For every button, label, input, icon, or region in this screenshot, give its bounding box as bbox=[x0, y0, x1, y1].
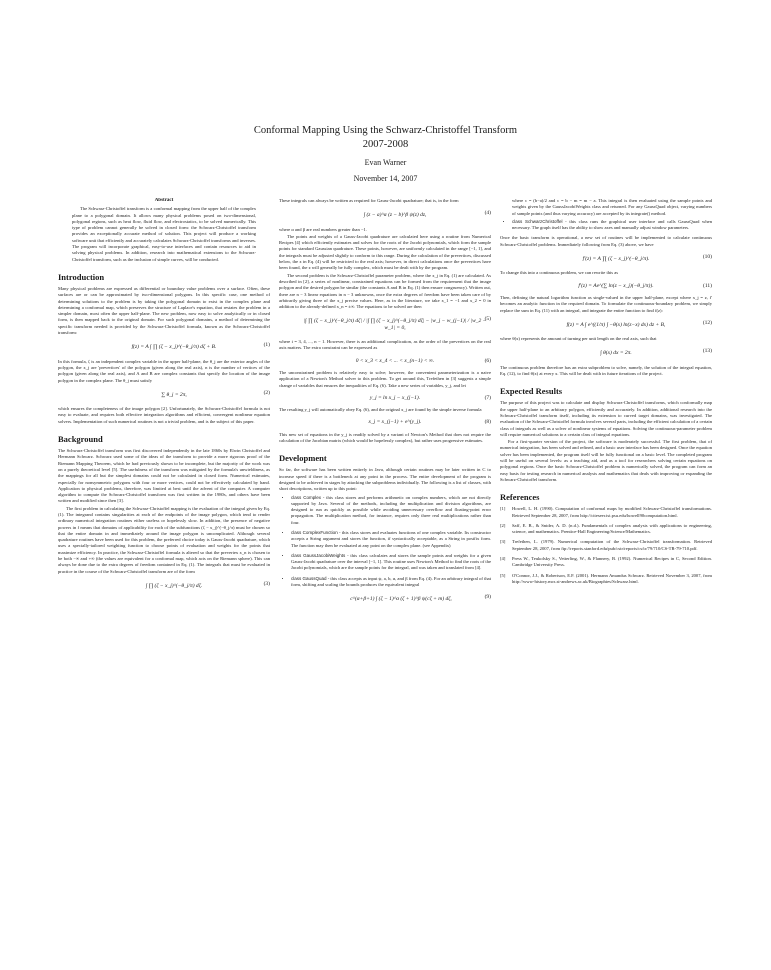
reference-number: [2] bbox=[500, 522, 506, 528]
equation-5-body: |∫ ∏ (ζ − x_j)^(−θ_j/π) dζ| / |∫ ∏ (ζ − x_j)^(−θ_j/π) dζ| − |w_j − w_(j−1)| / |w_2 − w_1| = 0, bbox=[303, 318, 487, 331]
development-heading: Development bbox=[279, 453, 327, 464]
equation-11-number: (11) bbox=[703, 282, 712, 289]
date: November 14, 2007 bbox=[353, 174, 418, 183]
list-item bbox=[291, 495, 491, 526]
expected-results-paragraph-2: For a first-quarter version of the project, the software is moderately successful. The first problem, that of numerical integration, has been solved and refined, and a basic user interface has been designed. Once the equation solver has been implemented, the program itself will be fully functional on a basic level. The completed program will be useful on several levels: as a teaching aid, and as a tool for researchers solving certain equations on polygonal regions. Once the basic Schwarz-Christoffel problem is numerically solved, the program can form an easy basis for testing research in numerical analysis and mathematics that deals with improving or expanding the Schwarz-Christoffel transform. bbox=[500, 439, 712, 482]
equation-8 bbox=[279, 417, 491, 427]
equation-2-number: (2) bbox=[263, 389, 270, 396]
reference-number: [5] bbox=[500, 572, 506, 578]
reference-item bbox=[500, 539, 712, 552]
intro-paragraph-2: In this formula, ζ is an independent complex variable in the upper half-plane, the θ_j are the exterior angles of the polygon, the x_j are 'prevertices' of the polygon (given along the real axis), n is the number of vertices of the polygon (given along the real axis), and A and B are complex constants that specify the location of the image polygon in the complex plane. The θ_j must satisfy bbox=[58, 358, 270, 383]
equation-3-number: (3) bbox=[263, 580, 270, 587]
col2-paragraph-5: where i = 3, 4, ..., n − 1. However, there is an additional complication, as the order of the prevertices on the real axis matters. The extra constraint can be expressed as bbox=[279, 339, 491, 351]
col2-paragraph-8: This new set of equations in the y_j is readily solved by a variant of Newton's Method that does not require the calculation of the Jacobian matrix (which would be hopelessly complex), but rather uses progressive estimates. bbox=[279, 431, 491, 444]
reference-text: Howell, L. H. (1990). Computation of conformal maps by modified Schwarz-Christoffel transformations. Retrieved September 28, 2007, from http://citeseer.ist.psu.edu/howell90computation.html. bbox=[512, 506, 712, 518]
equation-4 bbox=[279, 208, 491, 222]
equation-8-number: (8) bbox=[484, 419, 491, 426]
class-list-continued bbox=[500, 219, 712, 232]
paper-title bbox=[0, 124, 771, 152]
column-2 bbox=[279, 198, 491, 916]
equation-2 bbox=[58, 388, 270, 402]
background-paragraph-2: The first problem in calculating the Schwarz-Christoffel mapping is the evaluation of the integral given by Eq. (1). The integrand contains singularities at each of the endpoints of the image polygon, which tend to render ordinary numerical integration routines either useless or hopelessly slow. In addition, the presence of negative powers in f means that domains of applicability for each of the subfunctions (ζ − x_j)^(−θ_j/π) must be chosen so that the entire domain in and immediately around the image polygon is uncomplicated. Although several quadrature routines have been used for this problem, the preferred choice today is Gauss-Jacobi quadrature, which uses a specially-tailored weighting function to choose points of evaluation and weights for the points that maximize efficiency. In practice, the Schwarz-Christoffel formula is altered so that the prevertex x_n is chosen to be both −∞ and +∞ (the values are equivalent for a conformal map, which acts on the Riemann sphere). This can always be done due to the extra degrees of freedom contained in Eq. (1). The integrals that must be evaluated in practice in the course of the Schwarz-Christoffel transform are of the form bbox=[58, 505, 270, 574]
equation-10-number: (10) bbox=[702, 254, 712, 261]
equation-10-body: f'(z) = A ∏ (ζ − x_j)^(−θ_j/π). bbox=[582, 256, 650, 263]
equation-6-body: 0 < x_3 < x_4 < ... < x_(n−1) < ∞. bbox=[355, 357, 435, 364]
reference-number: [4] bbox=[500, 555, 506, 561]
reference-text: Press W., Teukolsky S., Vetterling, W., & Flannery, B. (1992). Numerical Recipes in C, Second Edition. Cambridge University Press. bbox=[512, 555, 712, 568]
equation-10 bbox=[500, 252, 712, 266]
equation-12 bbox=[500, 318, 712, 332]
class-description: - this class accepts as input ψ, a, b, α, and β from Eq. (4). For an arbitrary integral of that form, shifting and scaling the bounds produces the equivalent integral bbox=[291, 575, 491, 588]
equation-2-body: ∑ θ_j = 2π, bbox=[161, 391, 187, 398]
development-paragraph-1: So far, the software has been written entirely in Java, although certain routines may be later written in C to increase speed if there is a bottleneck at any point in the process. The entire development of the program is designed to be achieved in stages by attacking the subproblems individually. The following is a list of classes, with short descriptions, written up to this point: bbox=[279, 467, 491, 492]
background-heading: Background bbox=[58, 434, 103, 445]
equation-7 bbox=[279, 393, 491, 403]
list-item bbox=[512, 219, 712, 232]
list-item bbox=[291, 530, 491, 549]
equation-5-number: (5) bbox=[484, 316, 491, 323]
class-description: - this class stores and evaluates functions of one complex variable. Its constructor accepts a String argument and stores the function, if syntactically acceptable, as a String in postfix form. The function may then be evaluated at any point on the complex plane. (see Appendix) bbox=[291, 529, 491, 548]
equation-9-body: c^(α+β+1) ∫ (ζ − 1)^α (ζ + 1)^β ψ(cζ + m) dζ, bbox=[350, 596, 452, 603]
equation-9-number: (9) bbox=[484, 594, 491, 601]
equation-12-body: f(z) = A ∫ e^((1/π) ∫ −θ(x) ln(z−x) dx) dz + B, bbox=[566, 321, 666, 328]
equation-6-number: (6) bbox=[484, 357, 491, 364]
list-item bbox=[291, 576, 491, 607]
reference-number: [3] bbox=[500, 539, 506, 545]
equation-7-body: y_j = ln x_j − x_(j−1). bbox=[369, 394, 421, 401]
col2-paragraph-1: These integrals can always be written as required for Gauss-Jacobi quadrature; that is, in the form bbox=[279, 198, 459, 203]
equation-1-number: (1) bbox=[263, 342, 270, 349]
col3-paragraph-6: The continuous problem therefore has an extra subproblem to solve, namely, the solution of the integral equation, Eq. (12), to find θ(x) at every x. This will be dealt with in future iterations of the project. bbox=[500, 364, 712, 377]
abstract-heading: Abstract bbox=[154, 198, 174, 203]
reference-text: Saff, E. B., & Snider, A. D. (n.d.). Fundamentals of complex analysis with applications to engineering, science, and mathematics. Prentice-Hall Engineering/Science/Mathematics. bbox=[512, 522, 712, 535]
reference-item bbox=[500, 573, 712, 586]
class-name: class GaussJacobiWeights bbox=[291, 552, 346, 558]
intro-paragraph-3: which ensures the completeness of the image polygon [2]. Unfortunately, the Schwarz-Christoffel formula is not easy to evaluate, and requires both effective integration algorithms and efficient, convergent nonlinear equation solvers. Implementation of such numerical routines is not a trivial problem, and is the subject of this paper. bbox=[58, 406, 270, 424]
class-name: class SchwarzChristoffel bbox=[512, 218, 563, 224]
class-name: class GaussQuad bbox=[291, 575, 327, 581]
class-list bbox=[279, 495, 491, 607]
reference-item bbox=[500, 506, 712, 519]
column-1 bbox=[58, 198, 270, 916]
class-description: - this class calculates and stores the sample points and weights for a given Gauss-Jacobi quadrature over the interval [−1, 1]. This routine uses Newton's Method to find the roots of the Jacobi polynomials, which are the sample points for the integral, and was taken and translated from [4]. bbox=[291, 552, 491, 571]
equation-3 bbox=[58, 579, 270, 593]
equation-13 bbox=[500, 346, 712, 360]
col2-paragraph-2: where α and β are real numbers greater than −1. bbox=[279, 226, 367, 232]
expected-results-paragraph-1: The purpose of this project was to calculate and display Schwarz-Christoffel transforms, which conformally map the upper half-plane to an arbitrary polygon, efficiently and accurately. In addition, additional research into the Schwarz-Christoffel transform itself, including its extension to curved target domains, was investigated. The evaluation of the Schwarz-Christoffel formula involves several parts, including the efficient calculation of a certain class of integrals as well as a solver of nonlinear systems of equations. Solving the continuous-parameter problem will require numerical solutions to a certain class of integral equations. bbox=[500, 400, 712, 437]
introduction-heading: Introduction bbox=[58, 271, 105, 282]
reference-item bbox=[500, 523, 712, 536]
class-name: class ComplexFunction bbox=[291, 529, 338, 535]
equation-5 bbox=[279, 314, 491, 335]
col2-paragraph-6: The unconstrained problem is relatively easy to solve; however, the convenient parameterization is a naive application of a Newton's Method solver to this problem. To get around this, Trefethen in [3] suggests a simple change of variables that ensures the inequalities of Eq. (6). Take a new series of variables, y_j, and let bbox=[279, 369, 491, 388]
equation-7-number: (7) bbox=[484, 394, 491, 401]
reference-text: Trefethen, L. (1979). Numerical computation of the Schwarz-Christoffel transformation. Retrieved September 28, 2007, from ftp://reports.stanford.edu/pub/cstr/reports/cs/tr/79/710/CS-TR-79-710.pdf. bbox=[512, 539, 712, 551]
equation-12-number: (12) bbox=[702, 319, 712, 326]
author: Evan Warner bbox=[364, 158, 407, 167]
col3-paragraph-5: where θ(x) represents the amount of turning per unit length on the real axis, such that bbox=[500, 336, 657, 342]
title-line-1: Conformal Mapping Using the Schwarz-Christoffel Transform bbox=[253, 125, 518, 136]
equation-1 bbox=[58, 340, 270, 354]
equation-4-number: (4) bbox=[484, 210, 491, 217]
equation-11 bbox=[500, 281, 712, 291]
class-description: - this class stores and performs arithmetic on complex numbers, which are not directly supported by Java. Several of the methods, including the multiplication and division algorithms, are designed to run as quickly as possible while avoiding unnecessary overflow and floating-point error propagation. The multiplication method, for instance, requires only three real multiplications rather than four. bbox=[291, 494, 491, 525]
expected-results-heading: Expected Results bbox=[500, 386, 563, 397]
col2-paragraph-4: The second problem is the Schwarz-Christoffel parameter problem, where the x_j in Eq. (1) are calculated. As described in [2], a series of nonlinear, constrained equations can be formed from the requirement that the image polygon and the desired polygon be similar (the constants A and B in Eq. (1) then ensure congruency). Written out, there are n − 3 linear equations in n − 3 unknowns, once the extra degrees of freedom have been taken care of by arbitrarily giving three of the x_j precise values. Here, as in the literature, we take x_1 = −1 and x_2 = 0 in addition to the already-defined x_n = ±∞. The equations to be solved are then bbox=[279, 272, 491, 310]
reference-text: O'Connor, J.J., & Robertson, E.F. (2001). Hermann Amandus Schwarz. Retrieved November 3, 2007, from http://www-history.mcs.st-andrews.ac.uk/Biographies/Schwarz.html. bbox=[512, 572, 712, 584]
intro-paragraph-1: Many physical problems are expressed as differential or boundary value problems over a surface. Often, these surfaces are or can be approximated by two-dimensional polygons. In this specific case, one method of determining solutions to the problem is by taking the polygonal domain to exist in the complex plane and determining a conformal map, which preserves the structure of Laplace's equation, that restates the problem in a simpler domain, most often the upper half-plane. The new problem, now easy to solve analytically or in closed form, is then mapped back to the original domain. For such polygonal domains, a method of determining the specific transform needed is provided by the Schwarz-Christoffel formula, known as the Schwarz-Christoffel transform: bbox=[58, 285, 270, 336]
list-item bbox=[291, 553, 491, 572]
equation-13-body: ∫ θ(x) dx = 2π. bbox=[600, 350, 632, 357]
class-name: class Complex bbox=[291, 494, 321, 500]
abstract-text: The Schwarz-Christoffel transform is a conformal mapping from the upper half of the complex plane to a polygonal domain. It allows many physical problems posed on two-dimensional, polygonal regions, such as heat flow, fluid flow, and electrostatics, to be solved numerically. This type of problem cannot generally be solved in closed form: the Schwarz-Christoffel transform provides an exceptionally accurate method of solution. This project will produce a working software unit that efficiently and accurately calculates Schwarz-Christoffel transforms and inverses. The program will incorporate graphical, easy-to-use interfaces and contain resources to aid in solving physical problems. In addition, research into mathematical extensions to the Schwarz-Christoffel transform, such as the inclusion of simple curves, will be conducted. bbox=[72, 206, 256, 262]
col3-paragraph-3: To change this into a continuous problem, we can rewrite this as bbox=[500, 270, 619, 276]
equation-11-body: f'(z) = Ae^(∑ ln(z − x_j)(−θ_j/π)). bbox=[578, 282, 654, 289]
equation-4-body: ∫ (z − a)^α (z − b)^β ψ(z) dz, bbox=[363, 212, 427, 219]
equation-6 bbox=[279, 356, 491, 366]
equation-9 bbox=[291, 592, 491, 606]
col3-paragraph-1: where c = (b−a)/2 and c = b − m = m − a. This integral is then evaluated using the sample points and weights given by the GaussJacobiWeights class and returned. For any GaussQuad object, varying numbers of sample points (and thus varying accuracy) are accepted by its integrate() method. bbox=[512, 198, 712, 216]
title-line-2: 2007-2008 bbox=[362, 139, 409, 150]
equation-13-number: (13) bbox=[702, 348, 712, 355]
equation-3-body: ∫ ∏ (ζ − x_j)^(−θ_j/π) dζ. bbox=[145, 582, 203, 589]
column-3 bbox=[500, 198, 712, 916]
col3-paragraph-4: Then, defining the natural logarithm function as single-valued in the upper half-plane, except where x_j = z, f' becomes an analytic function in the required domain. To formulate the continuous-boundary problem, we simply replace the sum in Eq. (11) with an integral, and integrate the entire function to find f(z): bbox=[500, 294, 712, 313]
reference-item bbox=[500, 556, 712, 569]
col2-paragraph-7: The resulting y_j will automatically obey Eq. (6), and the original x_j are found by the simple inverse formula bbox=[279, 407, 482, 413]
background-paragraph-1: The Schwarz-Christoffel transform was first discovered independently in the late 1860s by Elwin Christoffel and Hermann Schwarz. Schwarz used some of the ideas of the transform to provide a more rigorous proof of the Riemann Mapping Theorem, which he had previously shown to be incomplete, but the majority of the work was on a purely theoretical level [5]. The usefulness of the transform was mitigated by the formula's unwieldiness, as the mappings for all but the simplest domains could not be calculated in closed form. Numerical estimates, especially for nonsymmetric polygons with four or more vertices, could not be effectively calculated by hand. Application to physical problems, therefore, was limited at best until the advent of the computer. A computer algorithm to compute the Schwarz-Christoffel transform was first written in the 1980s, and others have been written and modified since then [3]. bbox=[58, 448, 270, 504]
reference-number: [1] bbox=[500, 506, 506, 512]
class-description: - this class runs the graphical user interface and calls GaussQuad when necessary. The graph itself has the ability to show axes and manually adjust window parameters. bbox=[512, 218, 712, 231]
equation-1-body: f(z) = A ∫ ∏ (ζ − x_j)^(−θ_j/π) dζ + B. bbox=[131, 344, 217, 351]
references-heading: References bbox=[500, 492, 540, 503]
col3-paragraph-2: Once the basic transform is operational, a new set of routines will be implemented to calculate continuous Schwarz-Christoffel problems. Immediately following from Eq. (3) above, we have bbox=[500, 235, 712, 247]
equation-8-body: x_j = x_(j−1) + e^(y_j). bbox=[368, 419, 422, 426]
col2-paragraph-3: The points and weights of a Gauss-Jacobi quadrature are calculated here using a routine from Numerical Recipes [4] which efficiently estimates and solves for the roots of the Jacobi polynomials, which form the sample points for standard Gaussian quadrature. These points, however, are uniformly calculated in the range [−1, 1], and the integrals must be adjusted slightly to conform to this range. During the calculation of the prevertices, discussed below, the z in Eq. (4) will be restricted to the real axis; however, in direct calculations once the prevertices have been found, the z will generally be fully complex, which must be dealt with by the program. bbox=[279, 233, 491, 271]
